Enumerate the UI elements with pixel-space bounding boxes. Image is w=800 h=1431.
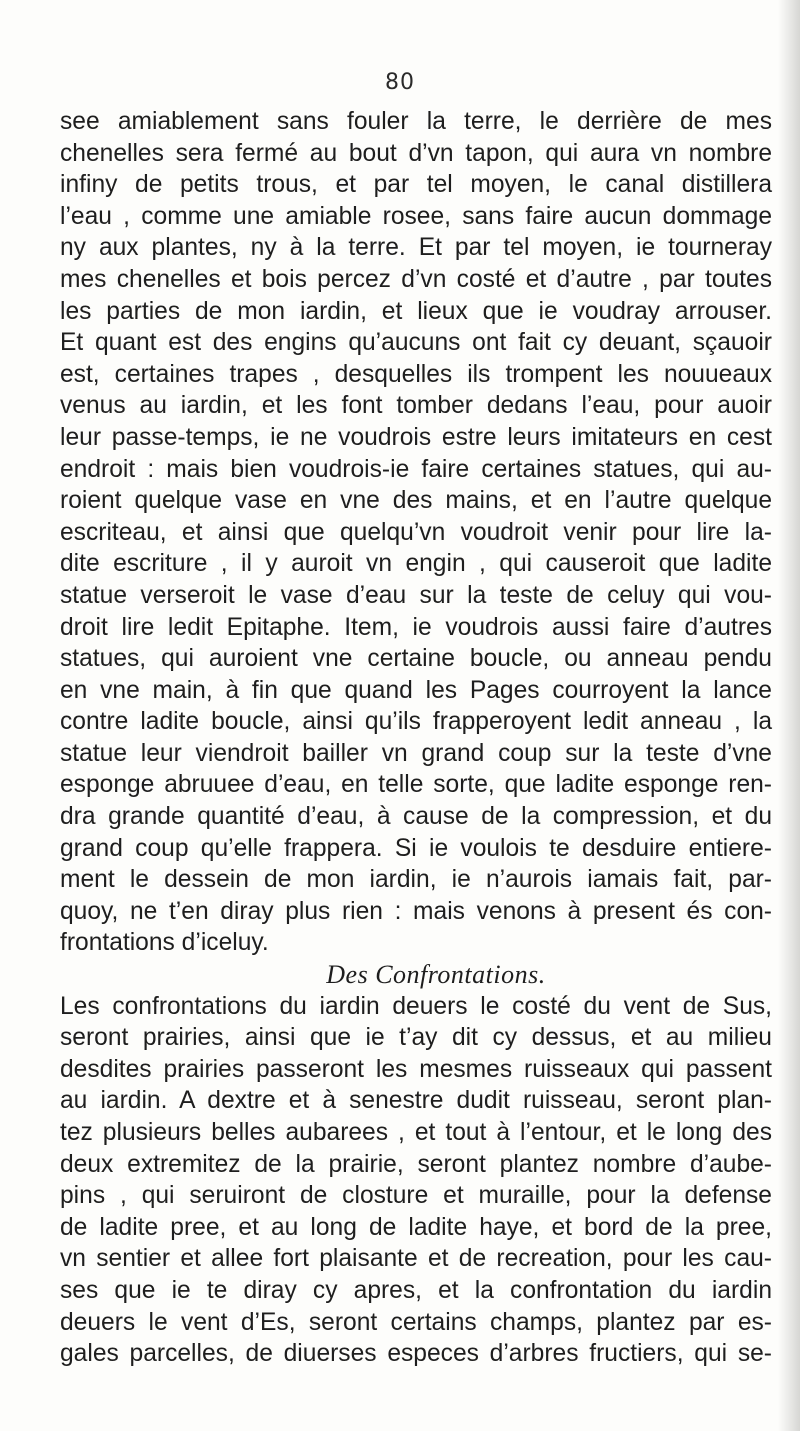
text-line: deux extremitez de la prairie, seront plantez nombre d’aube-: [60, 1150, 772, 1178]
text-line: tez plusieurs belles aubarees , et tout à l’entour, et le long des: [60, 1119, 772, 1146]
text-line: grand coup qu’elle frappera. Si ie voulois te desduire entiere-: [60, 834, 772, 862]
text-line: les parties de mon iardin, et lieux que ie voudray arrouser.: [60, 297, 772, 325]
text-line: ses que ie te diray cy apres, et la confrontation du iardin: [60, 1276, 772, 1304]
paragraph-1: [60, 106, 772, 959]
text-line: statue leur viendroit bailler vn grand coup sur la teste d’vne: [60, 739, 772, 767]
page-edge-shadow: [778, 0, 800, 1431]
text-line: quoy, ne t’en diray plus rien : mais venons à present és con-: [60, 897, 772, 925]
text-line: leur passe-temps, ie ne voudrois estre leurs imitateurs en cest: [60, 423, 772, 451]
text-line: vn sentier et allee fort plaisante et de recreation, pour les cau-: [60, 1245, 772, 1273]
text-line: mes chenelles et bois percez d’vn costé et d’autre , par toutes: [60, 265, 772, 293]
text-line: dra grande quantité d’eau, à cause de la compression, et du: [60, 803, 772, 831]
text-line: infiny de petits trous, et par tel moyen, le canal distillera: [60, 171, 772, 199]
text-line: de ladite pree, et au long de ladite haye, et bord de la pree,: [60, 1213, 772, 1241]
text-line: chenelles sera fermé au bout d’vn tapon, qui aura vn nombre: [60, 139, 772, 167]
text-line: dite escriture , il y auroit vn engin , qui causeroit que ladite: [60, 550, 772, 578]
section-heading: [60, 959, 772, 991]
text-line: esponge abruuee d’eau, en telle sorte, que ladite esponge ren-: [60, 771, 772, 799]
text-line: seront prairies, ainsi que ie t’ay dit cy dessus, et au milieu: [60, 1024, 772, 1052]
text-line: Les confrontations du iardin deuers le costé du vent de Sus,: [60, 992, 772, 1020]
text-line: deuers le vent d’Es, seront certains champs, plantez par es-: [60, 1308, 772, 1336]
text-line: see amiablement sans fouler la terre, le derrière de mes: [60, 108, 772, 135]
text-line: desdites prairies passeront les mesmes ruisseaux qui passent: [60, 1055, 772, 1083]
text-line: Et quant est des engins qu’aucuns ont fait cy deuant, sçauoir: [60, 329, 772, 357]
text-line: gales parcelles, de diuerses especes d’arbres fructiers, qui se-: [60, 1340, 772, 1368]
text-line: contre ladite boucle, ainsi qu’ils frapperoyent ledit anneau , la: [60, 708, 772, 736]
section-heading-text: Des Confrontations.: [326, 960, 546, 990]
text-line: escriteau, et ainsi que quelqu’vn voudroit venir pour lire la-: [60, 518, 772, 546]
page-number: 80: [385, 70, 415, 95]
text-line: statues, qui auroient vne certaine boucle, ou anneau pendu: [60, 645, 772, 673]
text-line: endroit : mais bien voudrois-ie faire certaines statues, qui au-: [60, 455, 772, 483]
text-line: au iardin. A dextre et à senestre dudit ruisseau, seront plan-: [60, 1087, 772, 1115]
text-line: roient quelque vase en vne des mains, et en l’autre quelque: [60, 487, 772, 515]
text-line: en vne main, à fin que quand les Pages courroyent la lance: [60, 676, 772, 704]
paragraph-2: [60, 991, 772, 1370]
text-line: venus au iardin, et les font tomber dedans l’eau, pour auoir: [60, 392, 772, 420]
text-line: droit lire ledit Epitaphe. Item, ie voudrois aussi faire d’autres: [60, 613, 772, 641]
text-line: pins , qui seruiront de closture et muraille, pour la defense: [60, 1182, 772, 1210]
text-line: frontations d’iceluy.: [60, 929, 269, 957]
text-line: est, certaines trapes , desquelles ils trompent les nouueaux: [60, 360, 772, 388]
text-line: ment le dessein de mon iardin, ie n’aurois iamais fait, par-: [60, 866, 772, 894]
body-text: [60, 106, 772, 1370]
text-line: l’eau , comme une amiable rosee, sans faire aucun dommage: [60, 202, 772, 230]
text-line: statue verseroit le vase d’eau sur la teste de celuy qui vou-: [60, 581, 772, 609]
text-line: ny aux plantes, ny à la terre. Et par tel moyen, ie tourneray: [60, 234, 772, 262]
